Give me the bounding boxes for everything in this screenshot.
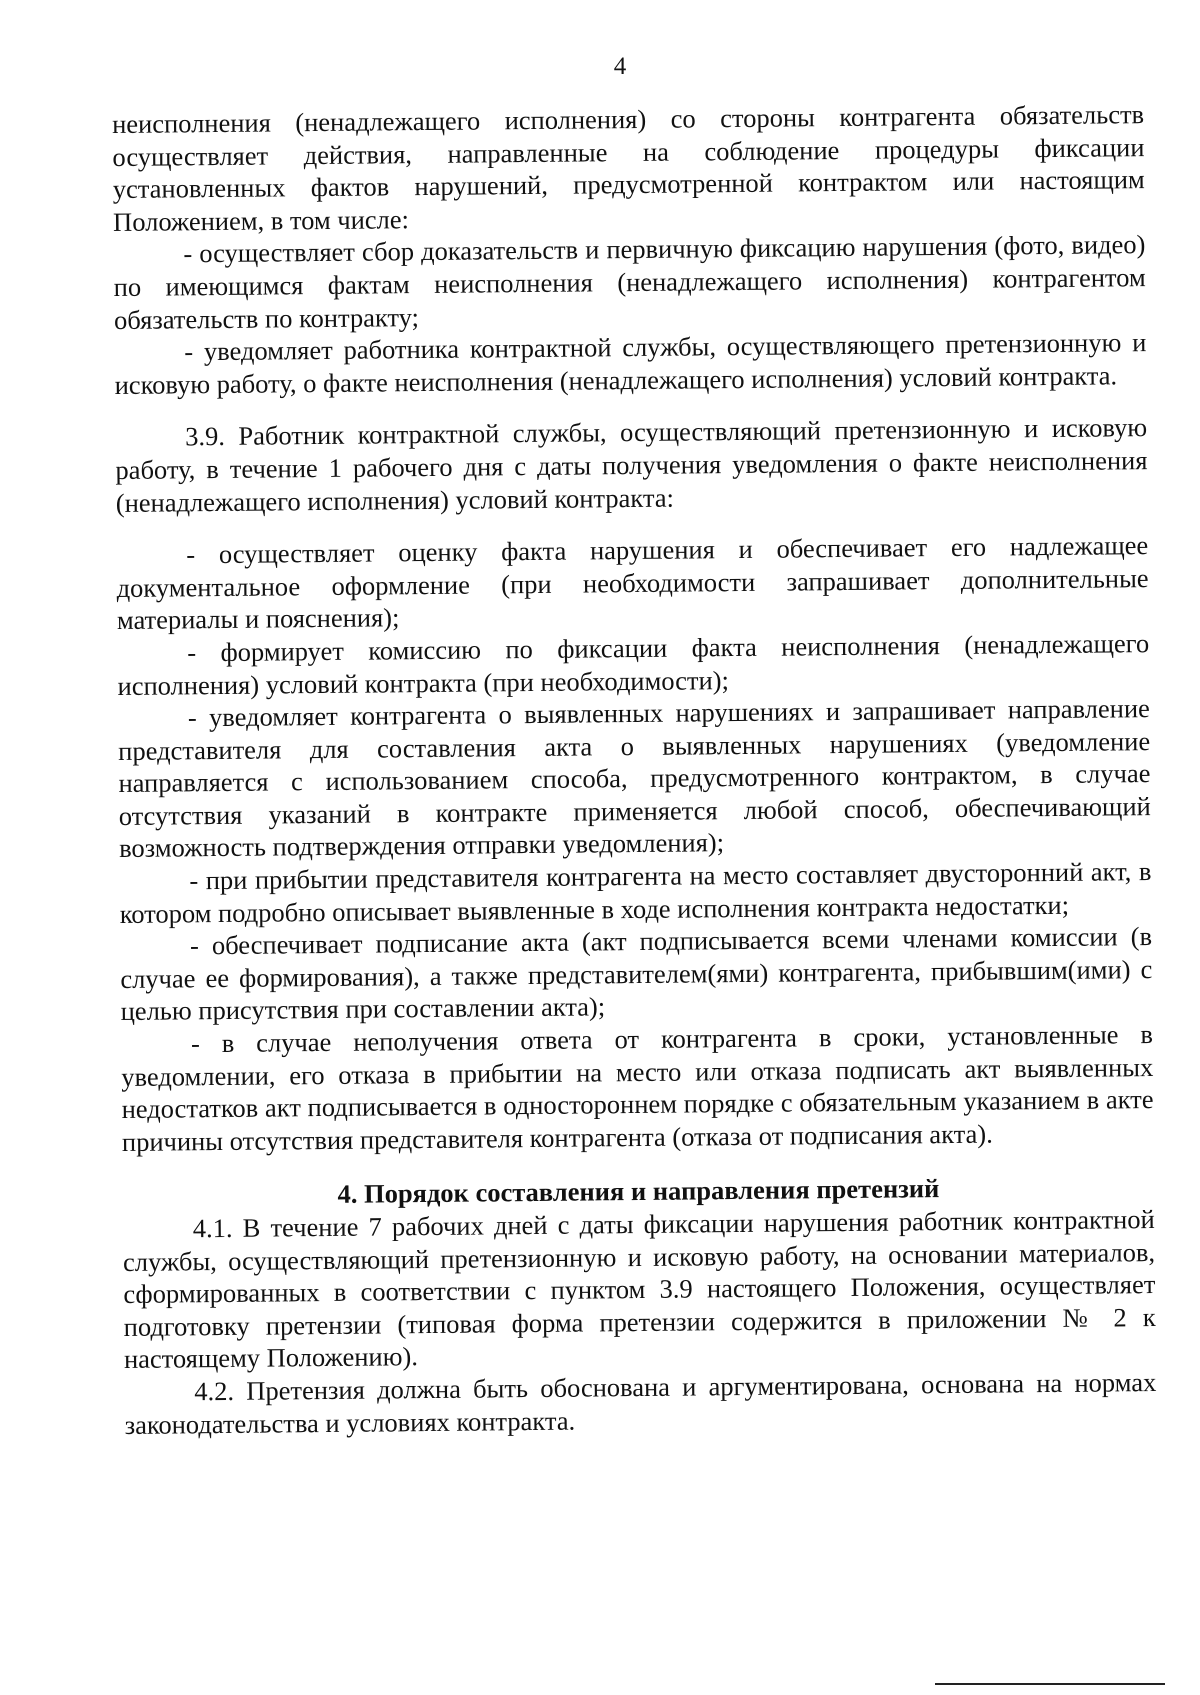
- clause-3-9-item-notify-contractor: - уведомляет контрагента о выявленных нарушениях и запрашивает направление представителя для составления акта о выявленных нарушениях (уведомление направляется с использованием способа, предусмотренного контрактом, в случае отсутствия указаний в контракте применяется любой способ, обеспечивающий возможность подтверждения отправки уведомления);: [118, 693, 1151, 864]
- clause-4-1: 4.1. В течение 7 рабочих дней с даты фиксации нарушения работник контрактной службы, осуществляющий претензионную и исковую работу, на основании материалов, сформированных в соответствии с пунктом 3.9 настоящего Положения, осуществляет подготовку претензии (типовая форма претензии содержится в приложении № 2 к настоящему Положению).: [122, 1204, 1156, 1375]
- clause-3-9-item-sign-act: - обеспечивает подписание акта (акт подписывается всеми членами комиссии (в случае ее формирования), а также представителем(ями) контрагента, прибывшим(ими) с целью присутствия при составлении акта);: [120, 921, 1153, 1027]
- top-item-notify: - уведомляет работника контрактной службы, осуществляющего претензионную и исковую работу, о факте неисполнения (ненадлежащего исполнения) условий контракта.: [114, 327, 1147, 400]
- section-4-heading: 4. Порядок составления и направления претензий: [337, 1173, 940, 1210]
- clause-3-9-item-bilateral-act: - при прибытии представителя контрагента на место составляет двусторонний акт, в котором подробно описывает выявленные в ходе исполнения контракта недостатки;: [119, 856, 1152, 929]
- clause-4-2: 4.2. Претензия должна быть обоснована и аргументирована, основана на нормах законодательства и условиях контракта.: [124, 1367, 1157, 1440]
- clause-3-9-item-assess: - осуществляет оценку факта нарушения и обеспечивает его надлежащее документальное оформление (при необходимости запрашивает дополнительные материалы и пояснения);: [116, 530, 1149, 636]
- top-paragraph: неисполнения (ненадлежащего исполнения) со стороны контрагента обязательств осуществляет действия, направленные на соблюдение процедуры фиксации установленных фактов нарушений, предусмотренной контрактом или настоящим Положением, в том числе:: [112, 99, 1145, 237]
- clause-3-9-item-unilateral-act: - в случае неполучения ответа от контрагента в сроки, установленные в уведомлении, его отказа в прибытии на место или отказа подписать акт выявленных недостатков акт подписывается в одностороннем порядке с обязательным указанием в акте причины отсутствия представителя контрагента (отказа от подписания акта).: [121, 1019, 1154, 1157]
- document-body: [112, 98, 1157, 1441]
- scan-edge-line: [935, 1683, 1165, 1685]
- page-number: 4: [613, 53, 627, 80]
- top-item-evidence: - осуществляет сбор доказательств и первичную фиксацию нарушения (фото, видео) по имеющимся фактам неисполнения (ненадлежащего исполнения) контрагентом обязательств по контракту;: [113, 229, 1146, 335]
- clause-3-9-item-commission: - формирует комиссию по фиксации факта неисполнения (ненадлежащего исполнения) условий контракта (при необходимости);: [117, 627, 1150, 701]
- clause-3-9: 3.9. Работник контрактной службы, осуществляющий претензионную и исковую работу, в течение 1 рабочего дня с даты получения уведомления о факте неисполнения (ненадлежащего исполнения) условий контракта:: [115, 412, 1148, 518]
